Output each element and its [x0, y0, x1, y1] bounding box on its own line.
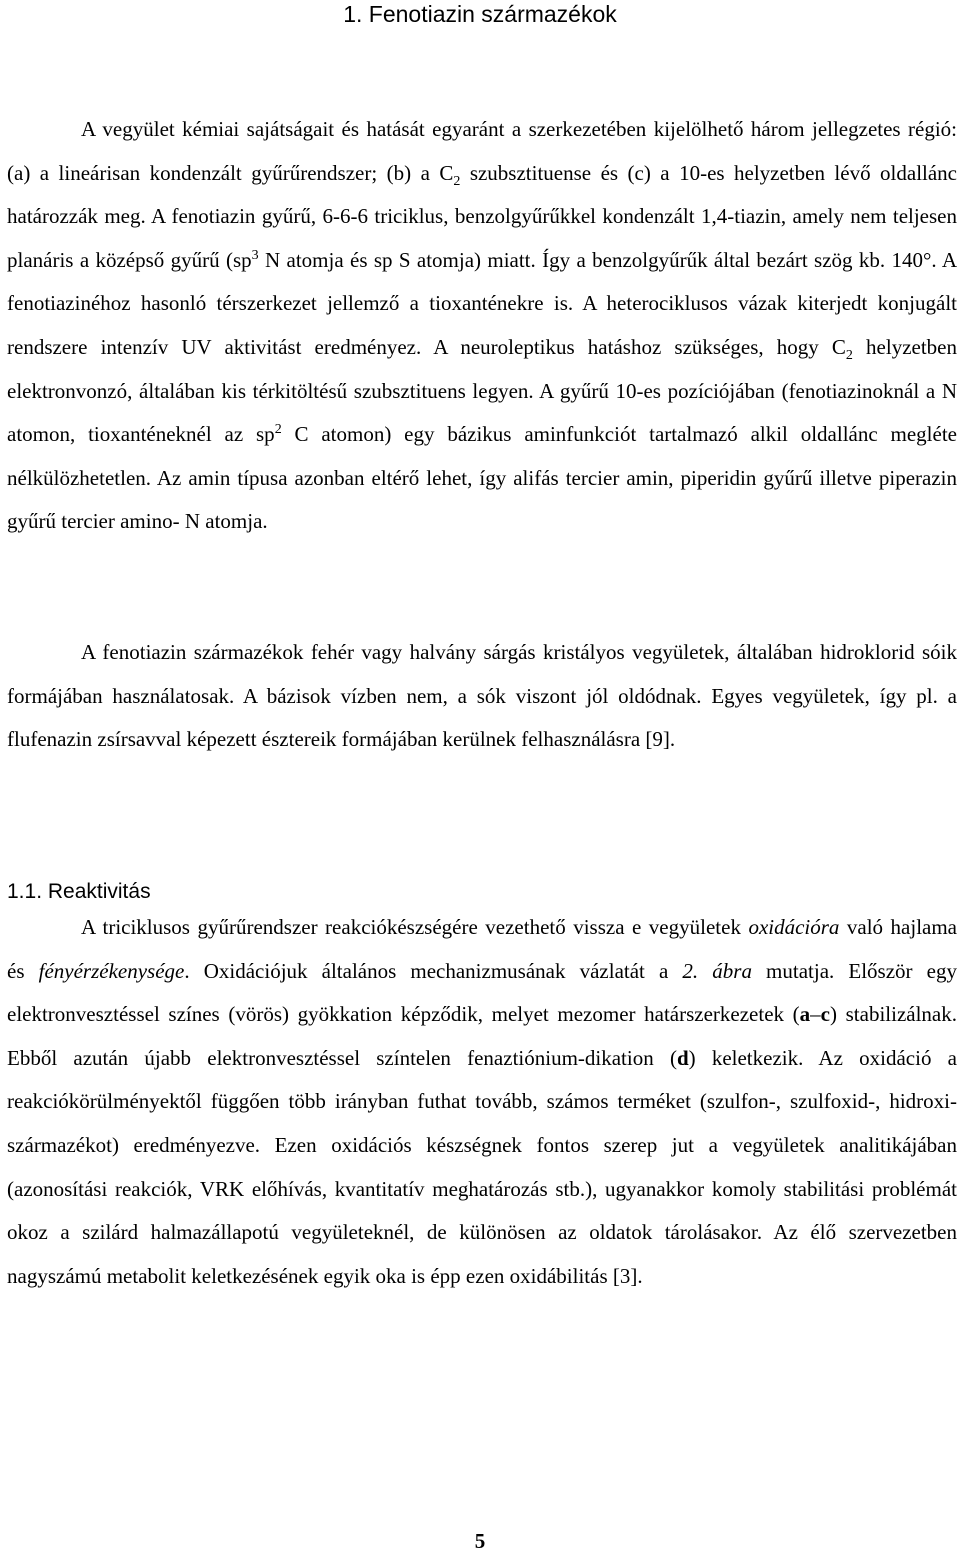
paragraph-reactivity — [7, 906, 957, 1298]
paragraph-text: ) stabilizálnak. Ebből azután újabb elektronvesztéssel színtelen fenaztiónium-dikation ( — [7, 1002, 958, 1070]
paragraph-text: való hajlama és — [7, 915, 958, 983]
emphasis: oxidációra — [748, 915, 840, 939]
paragraph-text: N atomja és sp S atomja) miatt. Így a benzolgyűrűk által bezárt szög kb. 140°. A fenotiazinéhoz hasonló térszerkezet jellemző a tioxanténekre is. A heterociklusos vázak kiterjedt konjugált rendszere intenzív UV aktivitást eredményez. A neuroleptikus hatáshoz szükséges, hogy C — [7, 247, 957, 359]
paragraph-text: A fenotiazin származékok fehér vagy halvány sárgás kristályos vegyületek, általában hidroklorid sóik formájában használatosak. A bázisok vízben nem, a sók viszont jól oldódnak. Egyes vegyületek, így pl. a flufenazin zsírsavval képezett észtereik formájában kerülnek felhasználásra [9]. — [7, 640, 957, 752]
paragraph-text: A triciklusos gyűrűrendszer reakciókészségére vezethető vissza e vegyületek — [81, 915, 749, 939]
subscript: 2 — [845, 348, 853, 364]
bold-label: c — [820, 1002, 830, 1027]
paragraph-text: helyzetben elektronvonzó, általában kis térkitöltésű szubsztituens legyen. A gyűrű 10-es pozíciójában (fenotiazinoknál a N atomon, tioxanténeknél az sp — [7, 334, 957, 447]
bold-label: d — [676, 1045, 689, 1070]
section-heading: 1.1. Reaktivitás — [7, 880, 151, 903]
paragraph-properties — [7, 631, 957, 762]
paragraph-text: C atomon) egy bázikus aminfunkciót tartalmazó alkil oldallánc megléte nélkülözhetetlen. Az amin típusa azonban eltérő lehet, így alifás tercier amin, piperidin gyűrű illetve piperazin gyűrű tercier amino- N atomja. — [7, 422, 957, 534]
superscript: 2 — [274, 422, 282, 438]
emphasis: fényérzékenysége — [38, 958, 185, 983]
bold-label: a — [799, 1002, 811, 1027]
paragraph-text: szubsztituense és (c) a 10-es helyzetben lévő oldallánc határozzák meg. A fenotiazin gyűrű, 6-6-6 triciklus, benzolgyűrűkkel kondenzált 1,4-tiazin, amely nem teljesen planáris a középső gyűrű (sp — [7, 160, 958, 272]
paragraph-text: mutatja. Először egy elektronvesztéssel színes (vörös) gyökkation képződik, melyet mezomer határszerkezetek ( — [7, 958, 957, 1027]
figure-reference: 2. ábra — [682, 958, 752, 983]
subscript: 2 — [453, 173, 461, 189]
paragraph-text: A vegyület kémiai sajátságait és hatását egyaránt a szerkezetében kijelölhető három jellegzetes régió: (a) a lineárisan kondenzált gyűrűrendszer; (b) a C — [7, 117, 957, 185]
paragraph-text: . Oxidációjuk általános mechanizmusának vázlatát a — [184, 958, 683, 983]
paragraph-text: – — [810, 1002, 821, 1027]
paragraph-structure — [7, 108, 957, 544]
paragraph-text: ) keletkezik. Az oxidáció a reakciókörülményektől függően több irányban futhat tovább, számos terméket (szulfon-, szulfoxid-, hidroxi-származékot) eredményezve. Ezen oxidációs készségnek fontos szerep jut a vegyületek analitikájában (azonosítási reakciók, VRK előhívás, kvantitatív meghatározás stb.), ugyanakkor komoly stabilitási problémát okoz a szilárd halmazállapotú vegyületeknél, de különösen az oldatok tárolásakor. Az élő szervezetben nagyszámú metabolit keletkezésének egyik oka is épp ezen oxidábilitás [3]. — [7, 1045, 957, 1288]
page-number: 5 — [474, 1529, 486, 1553]
page-title: 1. Fenotiazin származékok — [343, 1, 617, 27]
superscript: 3 — [251, 247, 259, 263]
